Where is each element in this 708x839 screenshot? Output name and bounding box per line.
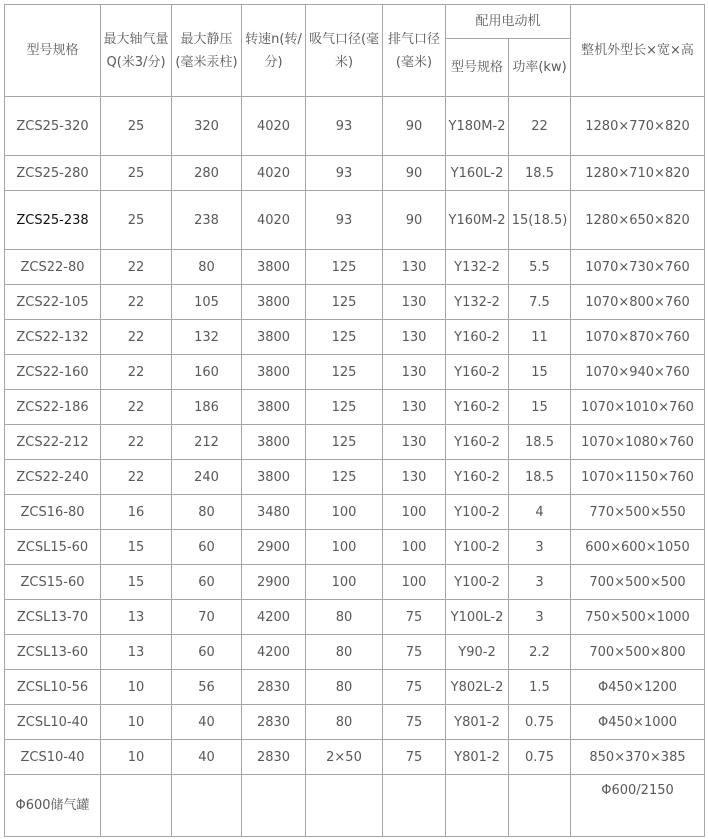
cell-airflow: 25 bbox=[101, 156, 172, 191]
cell-motor-power: 3 bbox=[509, 600, 571, 635]
cell-motor-power: 0.75 bbox=[509, 740, 571, 775]
cell-inlet bbox=[306, 775, 383, 837]
cell-pressure: 238 bbox=[172, 191, 242, 250]
cell-speed: 3800 bbox=[242, 425, 306, 460]
header-model: 型号规格 bbox=[5, 5, 101, 97]
table-row bbox=[5, 635, 705, 670]
cell-pressure: 132 bbox=[172, 320, 242, 355]
cell-pressure: 105 bbox=[172, 285, 242, 320]
cell-motor-model bbox=[446, 775, 509, 837]
cell-speed: 2900 bbox=[242, 565, 306, 600]
table-row bbox=[5, 191, 705, 250]
header-motor-model: 型号规格 bbox=[446, 39, 509, 97]
cell-dimensions: 700×500×800 bbox=[571, 635, 705, 670]
cell-airflow: 13 bbox=[101, 635, 172, 670]
table-row bbox=[5, 355, 705, 390]
cell-pressure: 320 bbox=[172, 97, 242, 156]
cell-outlet: 75 bbox=[383, 670, 446, 705]
cell-motor-model: Y160L-2 bbox=[446, 156, 509, 191]
cell-airflow: 22 bbox=[101, 250, 172, 285]
cell-inlet: 93 bbox=[306, 97, 383, 156]
cell-motor-model: Y801-2 bbox=[446, 740, 509, 775]
cell-inlet: 125 bbox=[306, 460, 383, 495]
cell-inlet: 125 bbox=[306, 390, 383, 425]
cell-airflow: 22 bbox=[101, 285, 172, 320]
cell-speed: 3800 bbox=[242, 320, 306, 355]
cell-dimensions: 1070×800×760 bbox=[571, 285, 705, 320]
cell-model: ZCS25-320 bbox=[5, 97, 101, 156]
header-motor: 配用电动机 bbox=[446, 5, 571, 39]
cell-model: ZCS22-105 bbox=[5, 285, 101, 320]
cell-pressure: 40 bbox=[172, 705, 242, 740]
cell-speed: 3800 bbox=[242, 460, 306, 495]
cell-inlet: 80 bbox=[306, 600, 383, 635]
cell-speed: 4200 bbox=[242, 600, 306, 635]
cell-speed: 3800 bbox=[242, 285, 306, 320]
cell-airflow: 22 bbox=[101, 425, 172, 460]
cell-pressure: 186 bbox=[172, 390, 242, 425]
cell-model: ZCS22-240 bbox=[5, 460, 101, 495]
cell-airflow: 22 bbox=[101, 355, 172, 390]
header-dimensions: 整机外型长×宽×高 bbox=[571, 5, 705, 97]
cell-pressure: 60 bbox=[172, 635, 242, 670]
cell-outlet: 90 bbox=[383, 156, 446, 191]
cell-outlet: 90 bbox=[383, 191, 446, 250]
cell-motor-power: 11 bbox=[509, 320, 571, 355]
cell-speed: 4200 bbox=[242, 635, 306, 670]
table-row bbox=[5, 156, 705, 191]
cell-outlet: 130 bbox=[383, 250, 446, 285]
cell-outlet: 100 bbox=[383, 495, 446, 530]
cell-motor-model: Y180M-2 bbox=[446, 97, 509, 156]
cell-airflow: 22 bbox=[101, 320, 172, 355]
cell-airflow: 13 bbox=[101, 600, 172, 635]
cell-model: ZCSL13-60 bbox=[5, 635, 101, 670]
cell-inlet: 80 bbox=[306, 670, 383, 705]
cell-pressure bbox=[172, 775, 242, 837]
table-row bbox=[5, 670, 705, 705]
table-row bbox=[5, 460, 705, 495]
cell-pressure: 70 bbox=[172, 600, 242, 635]
cell-model: ZCS25-238 bbox=[5, 191, 101, 250]
header-speed: 转速n(转/分) bbox=[242, 5, 306, 97]
cell-dimensions: Φ600/2150 bbox=[571, 775, 705, 837]
cell-motor-power: 1.5 bbox=[509, 670, 571, 705]
cell-motor-power: 15 bbox=[509, 355, 571, 390]
table-row bbox=[5, 740, 705, 775]
cell-dimensions: 1280×770×820 bbox=[571, 97, 705, 156]
table-body bbox=[5, 97, 705, 837]
cell-motor-power: 3 bbox=[509, 530, 571, 565]
cell-pressure: 56 bbox=[172, 670, 242, 705]
cell-motor-power: 18.5 bbox=[509, 156, 571, 191]
cell-inlet: 80 bbox=[306, 705, 383, 740]
cell-motor-model: Y132-2 bbox=[446, 250, 509, 285]
cell-dimensions: Φ450×1000 bbox=[571, 705, 705, 740]
cell-model: ZCS22-186 bbox=[5, 390, 101, 425]
cell-motor-model: Y160M-2 bbox=[446, 191, 509, 250]
table-row bbox=[5, 600, 705, 635]
table-row bbox=[5, 705, 705, 740]
cell-pressure: 160 bbox=[172, 355, 242, 390]
cell-model: ZCS22-160 bbox=[5, 355, 101, 390]
cell-pressure: 240 bbox=[172, 460, 242, 495]
header-pressure: 最大静压(毫米汞柱) bbox=[172, 5, 242, 97]
cell-inlet: 100 bbox=[306, 565, 383, 600]
cell-motor-power: 7.5 bbox=[509, 285, 571, 320]
cell-motor-model: Y160-2 bbox=[446, 460, 509, 495]
cell-motor-power: 22 bbox=[509, 97, 571, 156]
cell-motor-model: Y100-2 bbox=[446, 530, 509, 565]
cell-motor-model: Y160-2 bbox=[446, 390, 509, 425]
cell-airflow: 10 bbox=[101, 670, 172, 705]
cell-pressure: 40 bbox=[172, 740, 242, 775]
cell-airflow: 15 bbox=[101, 565, 172, 600]
cell-speed: 2830 bbox=[242, 705, 306, 740]
table-row bbox=[5, 97, 705, 156]
cell-speed: 4020 bbox=[242, 97, 306, 156]
cell-model: ZCS10-40 bbox=[5, 740, 101, 775]
table-row bbox=[5, 425, 705, 460]
cell-inlet: 93 bbox=[306, 156, 383, 191]
cell-inlet: 125 bbox=[306, 425, 383, 460]
cell-outlet: 130 bbox=[383, 460, 446, 495]
cell-motor-power: 0.75 bbox=[509, 705, 571, 740]
cell-airflow: 15 bbox=[101, 530, 172, 565]
table-row bbox=[5, 250, 705, 285]
cell-outlet: 130 bbox=[383, 355, 446, 390]
cell-speed: 3480 bbox=[242, 495, 306, 530]
cell-inlet: 125 bbox=[306, 355, 383, 390]
cell-outlet: 75 bbox=[383, 740, 446, 775]
cell-airflow: 16 bbox=[101, 495, 172, 530]
cell-inlet: 80 bbox=[306, 635, 383, 670]
cell-inlet: 93 bbox=[306, 191, 383, 250]
cell-outlet: 75 bbox=[383, 705, 446, 740]
cell-dimensions: 1280×710×820 bbox=[571, 156, 705, 191]
cell-motor-power: 15 bbox=[509, 390, 571, 425]
cell-motor-model: Y801-2 bbox=[446, 705, 509, 740]
cell-pressure: 60 bbox=[172, 565, 242, 600]
cell-model: ZCSL10-56 bbox=[5, 670, 101, 705]
cell-outlet: 130 bbox=[383, 425, 446, 460]
cell-pressure: 80 bbox=[172, 250, 242, 285]
cell-speed: 4020 bbox=[242, 191, 306, 250]
spec-table bbox=[4, 4, 705, 837]
cell-airflow: 10 bbox=[101, 705, 172, 740]
cell-motor-power: 15(18.5) bbox=[509, 191, 571, 250]
cell-inlet: 100 bbox=[306, 530, 383, 565]
cell-model: Φ600储气罐 bbox=[5, 775, 101, 837]
cell-outlet: 100 bbox=[383, 530, 446, 565]
cell-inlet: 125 bbox=[306, 285, 383, 320]
cell-pressure: 60 bbox=[172, 530, 242, 565]
table-row bbox=[5, 530, 705, 565]
table-row bbox=[5, 390, 705, 425]
cell-motor-model: Y100-2 bbox=[446, 495, 509, 530]
cell-motor-power: 2.2 bbox=[509, 635, 571, 670]
cell-model: ZCS16-80 bbox=[5, 495, 101, 530]
cell-model: ZCS22-132 bbox=[5, 320, 101, 355]
cell-speed: 2830 bbox=[242, 740, 306, 775]
table-row bbox=[5, 775, 705, 837]
cell-motor-model: Y160-2 bbox=[446, 425, 509, 460]
header-inlet: 吸气口径(毫米) bbox=[306, 5, 383, 97]
cell-outlet: 90 bbox=[383, 97, 446, 156]
cell-speed: 4020 bbox=[242, 156, 306, 191]
cell-model: ZCS22-80 bbox=[5, 250, 101, 285]
cell-dimensions: 770×500×550 bbox=[571, 495, 705, 530]
cell-dimensions: 850×370×385 bbox=[571, 740, 705, 775]
cell-outlet: 130 bbox=[383, 285, 446, 320]
header-motor-power: 功率(kw) bbox=[509, 39, 571, 97]
table-row bbox=[5, 285, 705, 320]
table-row bbox=[5, 320, 705, 355]
cell-motor-power: 18.5 bbox=[509, 460, 571, 495]
cell-model: ZCS22-212 bbox=[5, 425, 101, 460]
cell-dimensions: 1070×940×760 bbox=[571, 355, 705, 390]
cell-model: ZCSL10-40 bbox=[5, 705, 101, 740]
cell-dimensions: Φ450×1200 bbox=[571, 670, 705, 705]
cell-dimensions: 750×500×1000 bbox=[571, 600, 705, 635]
cell-dimensions: 700×500×500 bbox=[571, 565, 705, 600]
cell-model: ZCS15-60 bbox=[5, 565, 101, 600]
cell-inlet: 100 bbox=[306, 495, 383, 530]
cell-motor-model: Y90-2 bbox=[446, 635, 509, 670]
table-row bbox=[5, 565, 705, 600]
cell-inlet: 125 bbox=[306, 320, 383, 355]
cell-speed: 2900 bbox=[242, 530, 306, 565]
cell-outlet: 75 bbox=[383, 600, 446, 635]
cell-speed: 3800 bbox=[242, 355, 306, 390]
cell-motor-model: Y160-2 bbox=[446, 355, 509, 390]
cell-motor-power bbox=[509, 775, 571, 837]
header-airflow: 最大轴气量Q(米3/分) bbox=[101, 5, 172, 97]
cell-motor-power: 4 bbox=[509, 495, 571, 530]
cell-speed bbox=[242, 775, 306, 837]
cell-speed: 3800 bbox=[242, 390, 306, 425]
cell-dimensions: 1070×1010×760 bbox=[571, 390, 705, 425]
cell-speed: 3800 bbox=[242, 250, 306, 285]
cell-pressure: 280 bbox=[172, 156, 242, 191]
cell-dimensions: 1280×650×820 bbox=[571, 191, 705, 250]
cell-model: ZCSL15-60 bbox=[5, 530, 101, 565]
cell-motor-power: 5.5 bbox=[509, 250, 571, 285]
cell-outlet: 130 bbox=[383, 390, 446, 425]
cell-dimensions: 1070×1080×760 bbox=[571, 425, 705, 460]
cell-pressure: 80 bbox=[172, 495, 242, 530]
cell-motor-power: 18.5 bbox=[509, 425, 571, 460]
cell-airflow: 25 bbox=[101, 97, 172, 156]
cell-outlet: 100 bbox=[383, 565, 446, 600]
cell-model: ZCS25-280 bbox=[5, 156, 101, 191]
cell-speed: 2830 bbox=[242, 670, 306, 705]
cell-dimensions: 1070×730×760 bbox=[571, 250, 705, 285]
cell-airflow: 25 bbox=[101, 191, 172, 250]
cell-airflow bbox=[101, 775, 172, 837]
table-row bbox=[5, 495, 705, 530]
cell-motor-model: Y100L-2 bbox=[446, 600, 509, 635]
header-outlet: 排气口径(毫米) bbox=[383, 5, 446, 97]
cell-outlet: 130 bbox=[383, 320, 446, 355]
cell-airflow: 22 bbox=[101, 390, 172, 425]
cell-inlet: 2×50 bbox=[306, 740, 383, 775]
cell-outlet bbox=[383, 775, 446, 837]
cell-airflow: 22 bbox=[101, 460, 172, 495]
cell-dimensions: 1070×1150×760 bbox=[571, 460, 705, 495]
cell-motor-model: Y802L-2 bbox=[446, 670, 509, 705]
cell-outlet: 75 bbox=[383, 635, 446, 670]
cell-inlet: 125 bbox=[306, 250, 383, 285]
cell-motor-power: 3 bbox=[509, 565, 571, 600]
cell-motor-model: Y100-2 bbox=[446, 565, 509, 600]
cell-dimensions: 600×600×1050 bbox=[571, 530, 705, 565]
cell-dimensions: 1070×870×760 bbox=[571, 320, 705, 355]
cell-airflow: 10 bbox=[101, 740, 172, 775]
cell-model: ZCSL13-70 bbox=[5, 600, 101, 635]
cell-pressure: 212 bbox=[172, 425, 242, 460]
cell-motor-model: Y132-2 bbox=[446, 285, 509, 320]
cell-motor-model: Y160-2 bbox=[446, 320, 509, 355]
